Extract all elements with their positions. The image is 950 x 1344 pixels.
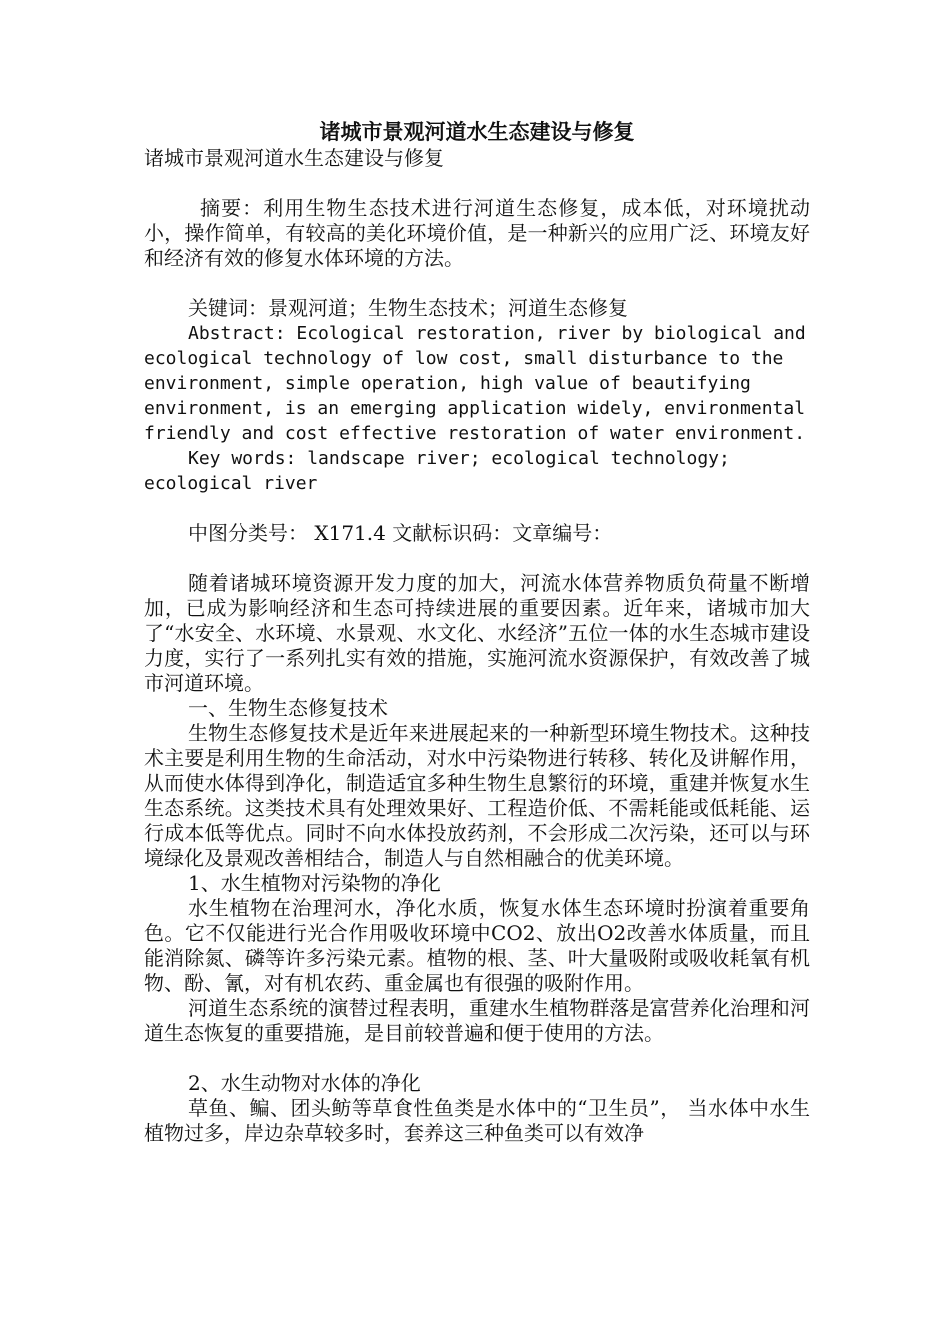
abstract-cn: 摘要：利用生物生态技术进行河道生态修复，成本低，对环境扰动小，操作简单，有较高的美化环境价值，是一种新兴的应用广泛、环境友好和经济有效的修复水体环境的方法。: [144, 196, 810, 270]
subsection2-heading: 2、水生动物对水体的净化: [188, 1071, 421, 1095]
subsection1-paragraph-1: 水生植物在治理河水，净化水质，恢复水体生态环境时扮演着重要角色。它不仅能进行光合作用吸收环境中CO2、放出O2改善水体质量，而且能消除氮、磷等许多污染元素。植物的根、茎、叶大量吸附或吸收耗氧有机物、酚、氰，对有机农药、重金属也有很强的吸附作用。: [144, 896, 810, 995]
keywords-en: Key words: landscape river; ecological technology; ecological river: [144, 448, 730, 494]
document-title: 诸城市景观河道水生态建设与修复: [319, 119, 635, 144]
document-page: [144, 118, 810, 1146]
spacer: [144, 496, 810, 521]
keywords-cn: 关键词：景观河道；生物生态技术；河道生态修复: [188, 296, 628, 320]
section1-heading: 一、生物生态修复技术: [188, 696, 388, 720]
classification-line: 中图分类号： X171.4 文献标识码：文章编号：: [188, 521, 613, 545]
spacer: [144, 271, 810, 296]
subsection1-paragraph-2: 河道生态系统的演替过程表明，重建水生植物群落是富营养化治理和河道生态恢复的重要措施，是目前较普遍和便于使用的方法。: [144, 996, 810, 1045]
subsection1-heading: 1、水生植物对污染物的净化: [188, 871, 441, 895]
abstract-en: Abstract: Ecological restoration, river by biological and ecological technology of low cost, small disturbance to the environment, simple operation, high value of beautifying environment, is an emerging application widely, environmental friendly and cost effective restoration of water environment.: [144, 323, 806, 444]
document-subtitle: 诸城市景观河道水生态建设与修复: [144, 146, 444, 170]
spacer: [144, 171, 810, 196]
intro-paragraph: 随着诸城环境资源开发力度的加大，河流水体营养物质负荷量不断增加，已成为影响经济和生态可持续进展的重要因素。近年来，诸城市加大了“水安全、水环境、水景观、水文化、水经济”五位一体的水生态城市建设力度，实行了一系列扎实有效的措施，实施河流水资源保护，有效改善了城市河道环境。: [144, 571, 810, 695]
section1-paragraph: 生物生态修复技术是近年来进展起来的一种新型环境生物技术。这种技术主要是利用生物的生命活动，对水中污染物进行转移、转化及讲解作用，从而使水体得到净化，制造适宜多种生物生息繁衍的环境，重建并恢复水生生态系统。这类技术具有处理效果好、工程造价低、不需耗能或低耗能、运行成本低等优点。同时不向水体投放药剂，不会形成二次污染，还可以与环境绿化及景观改善相结合，制造人与自然相融合的优美环境。: [144, 721, 810, 870]
spacer: [144, 1046, 810, 1071]
spacer: [144, 546, 810, 571]
subsection2-paragraph: 草鱼、鳊、团头鲂等草食性鱼类是水体中的“卫生员”， 当水体中水生植物过多，岸边杂草较多时，套养这三种鱼类可以有效净: [144, 1096, 810, 1145]
